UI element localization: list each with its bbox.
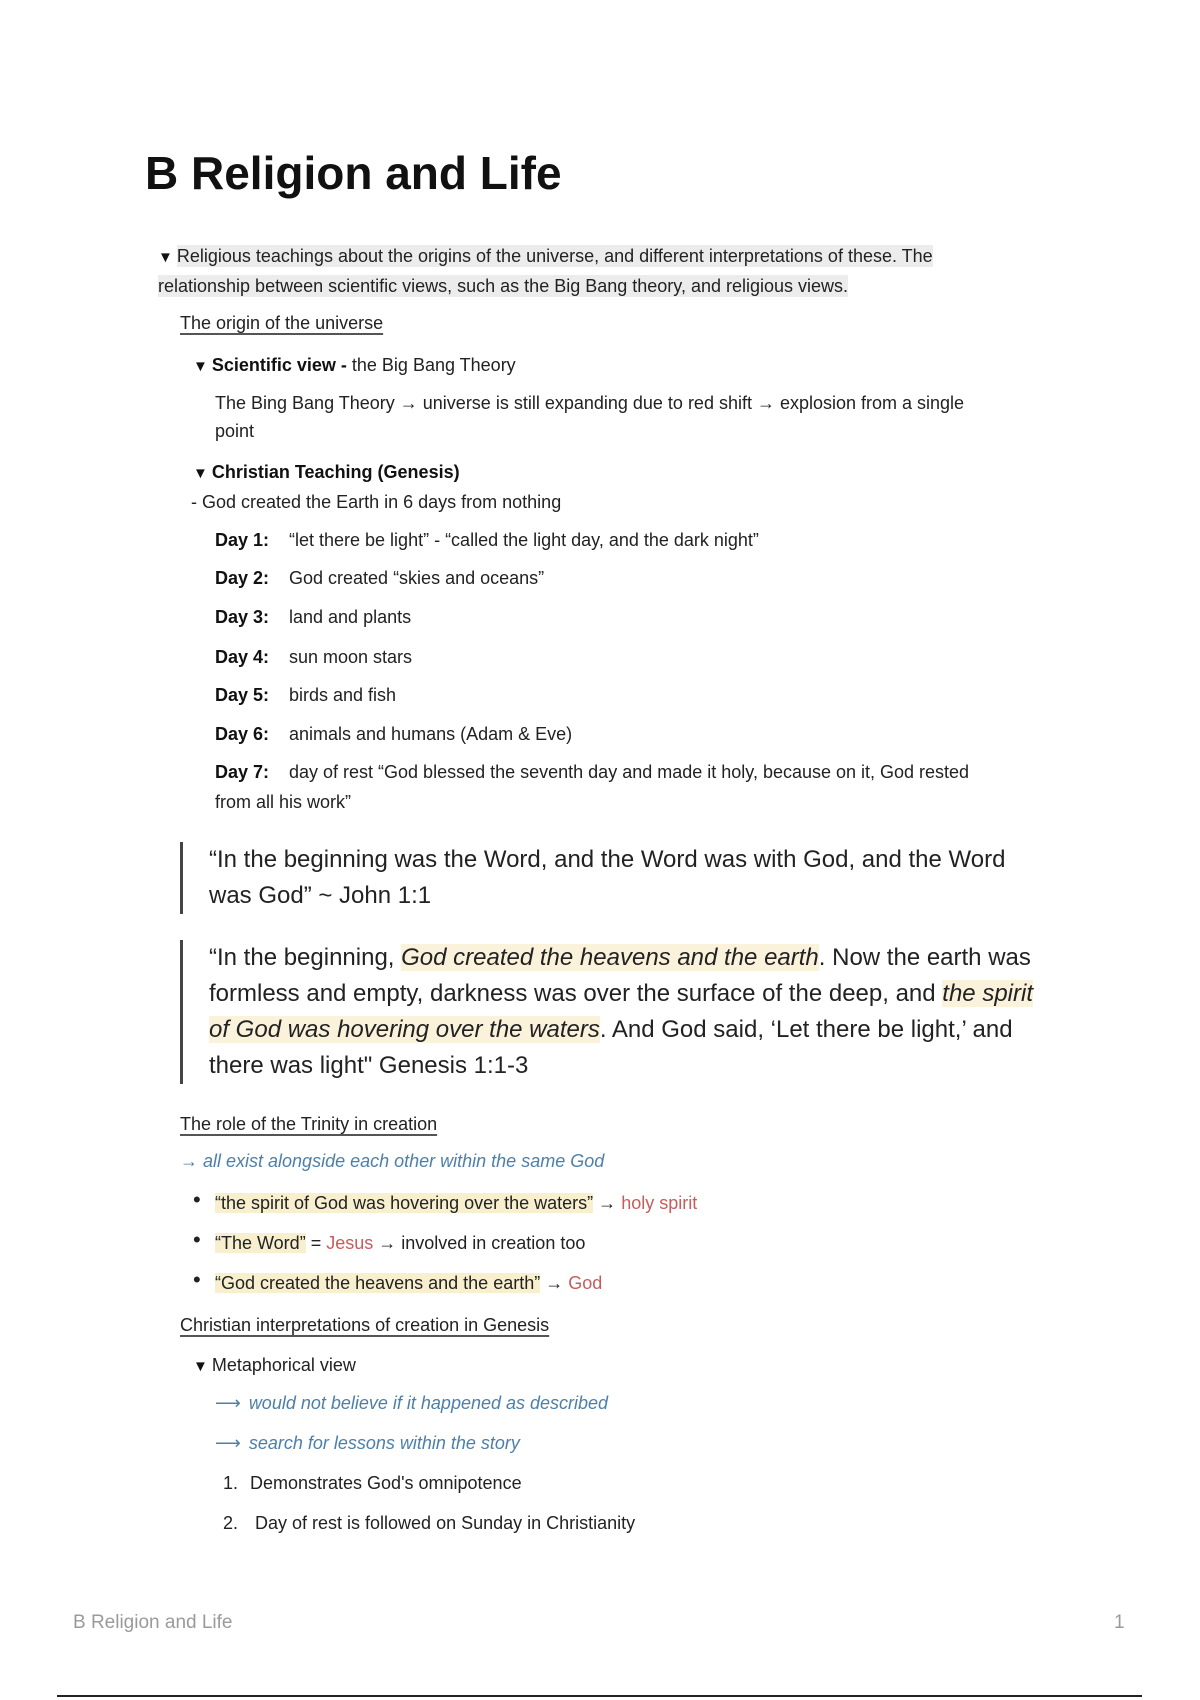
note-text: search for lessons within the story bbox=[248, 1433, 520, 1453]
numbered-item bbox=[223, 1509, 635, 1537]
intro-toggle-text: Religious teachings about the origins of the universe, and different interpretations of these. The relationship between scientific views, such as the Big Bang theory, and religious views. bbox=[158, 246, 933, 296]
origin-heading: The origin of the universe bbox=[180, 313, 384, 333]
day-text: God created “skies and oceans” bbox=[289, 568, 545, 588]
footer-title: B Religion and Life bbox=[73, 1612, 233, 1633]
bullet-connector: → bbox=[540, 1273, 569, 1293]
list-item bbox=[193, 1269, 602, 1297]
list-item bbox=[193, 1189, 697, 1217]
day-text: land and plants bbox=[289, 607, 412, 627]
quote-john: “In the beginning was the Word, and the Word was with God, and the Word was God” ~ John 1:1 bbox=[180, 842, 1039, 914]
bullet-icon: • bbox=[193, 1187, 201, 1212]
long-arrow-icon: ⟶ bbox=[215, 1393, 241, 1413]
scientific-text-line1: The Bing Bang Theory → universe is still expanding due to red shift → explosion from a single bbox=[215, 393, 965, 413]
bullet-highlight-red: holy spirit bbox=[621, 1193, 698, 1213]
bullet-icon: • bbox=[193, 1267, 201, 1292]
scientific-rest: the Big Bang Theory bbox=[351, 355, 516, 375]
bullet-highlight-red: Jesus bbox=[326, 1233, 374, 1253]
day-label: Day 3: bbox=[215, 607, 270, 627]
scientific-toggle[interactable] bbox=[193, 351, 516, 381]
christian-toggle[interactable] bbox=[193, 458, 460, 488]
day-label: Day 6: bbox=[215, 724, 270, 744]
metaphorical-label: Metaphorical view bbox=[211, 1355, 356, 1375]
toggle-triangle-icon[interactable]: ▼ bbox=[193, 465, 208, 482]
christian-heading: Christian Teaching (Genesis) bbox=[211, 462, 460, 482]
metaphorical-note bbox=[215, 1429, 520, 1457]
christian-sub: - God created the Earth in 6 days from nothing bbox=[191, 492, 562, 512]
day-text-continued: from all his work” bbox=[215, 792, 352, 812]
bullet-quote: “The Word” bbox=[215, 1233, 306, 1253]
day-row bbox=[215, 681, 396, 709]
item-text: Day of rest is followed on Sunday in Christianity bbox=[255, 1513, 636, 1533]
item-number: 2. bbox=[223, 1513, 239, 1533]
bullet-highlight-red: God bbox=[568, 1273, 603, 1293]
quote-text: “In the beginning, bbox=[209, 944, 402, 971]
metaphorical-toggle[interactable] bbox=[193, 1351, 356, 1381]
day-row bbox=[215, 564, 544, 592]
day-label: Day 7: bbox=[215, 762, 270, 782]
scientific-label: Scientific view - bbox=[211, 355, 352, 375]
day-text: sun moon stars bbox=[289, 647, 413, 667]
day-row bbox=[215, 526, 759, 554]
day-text: “let there be light” - “called the light day, and the dark night” bbox=[289, 530, 759, 550]
bullet-quote: “God created the heavens and the earth” bbox=[215, 1273, 541, 1293]
long-arrow-icon: ⟶ bbox=[215, 1433, 241, 1453]
day-text: day of rest “God blessed the seventh day and made it holy, because on it, God rested bbox=[289, 762, 970, 782]
numbered-item bbox=[223, 1469, 522, 1497]
page-title: B Religion and Life bbox=[145, 147, 562, 199]
bullet-connector: → bbox=[593, 1193, 622, 1213]
toggle-triangle-icon[interactable]: ▼ bbox=[193, 1358, 208, 1375]
intro-toggle[interactable] bbox=[158, 242, 1028, 300]
trinity-note: → all exist alongside each other within the same God bbox=[180, 1151, 605, 1171]
day-label: Day 2: bbox=[215, 568, 270, 588]
day-row bbox=[215, 720, 572, 748]
metaphorical-note bbox=[215, 1389, 608, 1417]
bullet-after: → involved in creation too bbox=[373, 1233, 586, 1253]
toggle-triangle-icon[interactable]: ▼ bbox=[193, 358, 208, 375]
trinity-heading: The role of the Trinity in creation bbox=[180, 1114, 438, 1134]
quote-genesis bbox=[180, 940, 1059, 1084]
day-row bbox=[215, 603, 411, 631]
interpretations-heading: Christian interpretations of creation in Genesis bbox=[180, 1315, 550, 1335]
quote-highlight: God created the heavens and the earth bbox=[401, 944, 819, 971]
note-text: would not believe if it happened as described bbox=[248, 1393, 609, 1413]
toggle-triangle-icon[interactable]: ▼ bbox=[158, 249, 173, 266]
item-number: 1. bbox=[223, 1473, 239, 1493]
quote-text: . And God said, ‘Let there be light,’ and there was light" Genesis 1:1-3 bbox=[209, 1016, 1013, 1079]
day-label: Day 1: bbox=[215, 530, 270, 550]
scientific-text-line2: point bbox=[215, 421, 255, 441]
quote-text: . Now the earth was formless and empty, darkness was over the surface of the deep, and bbox=[209, 944, 1031, 1007]
page-number: 1 bbox=[1114, 1612, 1125, 1633]
day-text: animals and humans (Adam & Eve) bbox=[289, 724, 573, 744]
item-text: Demonstrates God's omnipotence bbox=[250, 1473, 522, 1493]
quote-highlight: the spirit of God was hovering over the waters bbox=[209, 980, 1033, 1043]
day-row bbox=[215, 758, 969, 786]
day-row bbox=[215, 643, 412, 671]
day-text: birds and fish bbox=[289, 685, 397, 705]
bullet-icon: • bbox=[193, 1227, 201, 1252]
day-label: Day 5: bbox=[215, 685, 270, 705]
day-label: Day 4: bbox=[215, 647, 270, 667]
bullet-connector: = bbox=[305, 1233, 327, 1253]
page-bottom-rule bbox=[57, 1695, 1142, 1697]
bullet-quote: “the spirit of God was hovering over the waters” bbox=[215, 1193, 594, 1213]
list-item bbox=[193, 1229, 585, 1257]
